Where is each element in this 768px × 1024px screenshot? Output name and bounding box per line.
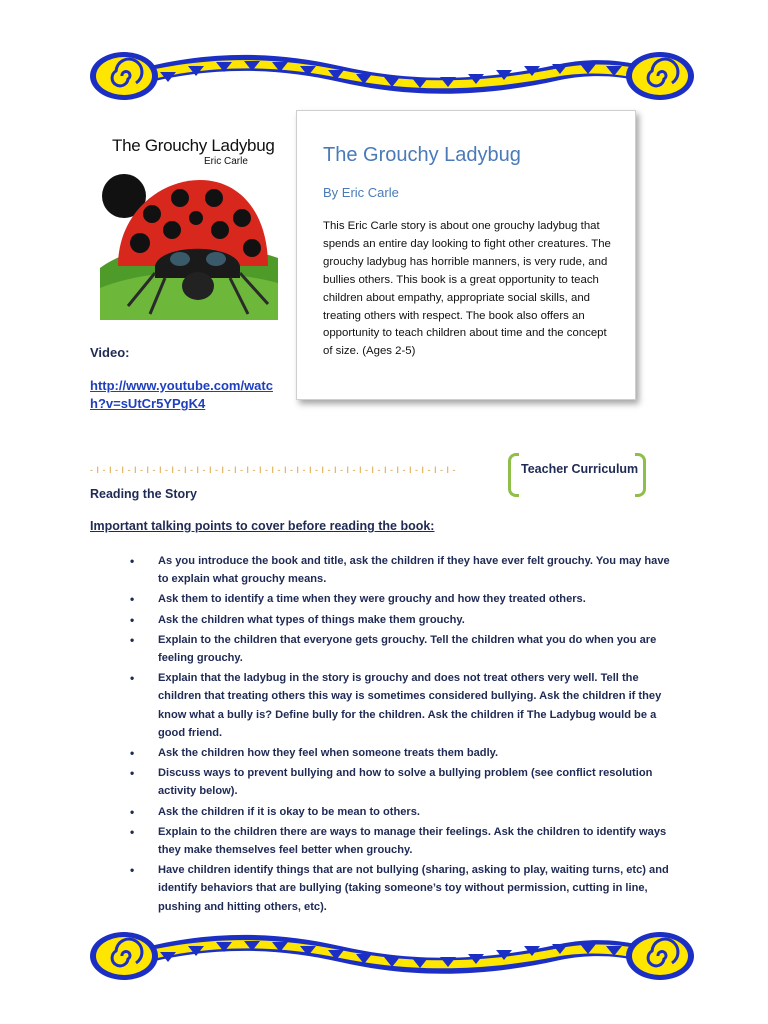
bullet-icon: •: [130, 824, 135, 839]
decorative-border-bottom: [0, 916, 768, 992]
video-link[interactable]: http://www.youtube.com/watch?v=sUtCr5YPgK4: [90, 378, 273, 411]
list-item-text: As you introduce the book and title, ask the children if they have ever felt grouchy. You may have to explain what grouchy means.: [158, 555, 670, 586]
info-byline: By Eric Carle: [323, 185, 399, 200]
list-item-text: Ask the children if it is okay to be mean to others.: [158, 805, 420, 818]
teacher-curriculum-label: Teacher Curriculum: [521, 462, 639, 476]
list-item: [130, 590, 670, 608]
info-description: This Eric Carle story is about one grouchy ladybug that spends an entire day looking to fight other creatures. The grouchy ladybug has horrible manners, is very rude, and bullies others. This book is a great opportunity to teach children about empathy, appropriate social skills, and treating others with respect. The book also offers an opportunity to teach children about time and the concept of size. (Ages 2-5): [323, 220, 611, 358]
list-item-text: Explain to the children there are ways to manage their feelings. Ask the children to identify ways they make themselves feel better when grouchy.: [158, 825, 667, 857]
list-item: [130, 611, 670, 629]
list-item-text: Ask them to identify a time when they were grouchy and how they treated others.: [158, 593, 586, 606]
list-item-text: Ask the children what types of things make them grouchy.: [158, 613, 465, 626]
book-info-box: [296, 110, 636, 400]
info-title: The Grouchy Ladybug: [323, 144, 521, 166]
list-item: [130, 552, 670, 588]
list-item-text: Explain that the ladybug in the story is grouchy and does not treat others very well. Tell the children that treating others this way is sometimes considered bullying. Ask the children if they know what a bully is? Define bully for the children. Ask the children if The Ladybug would be a good friend.: [158, 672, 662, 739]
bullet-icon: •: [130, 766, 135, 781]
video-label: Video:: [90, 345, 130, 360]
book-cover-image: [100, 118, 278, 320]
list-item: [130, 861, 670, 916]
right-bracket-shape: [635, 453, 646, 497]
list-item: [130, 803, 670, 821]
list-item-text: Explain to the children that everyone gets grouchy. Tell the children what you do when you are feeling grouchy.: [158, 633, 657, 665]
list-item-text: Have children identify things that are not bullying (sharing, asking to play, waiting turns, etc) and identify behaviors that are bullying (taking someone’s toy without permission, cutting in line, pushing and hitting others, etc).: [158, 864, 669, 913]
bullet-icon: •: [130, 671, 135, 686]
cover-author: Eric Carle: [204, 156, 248, 167]
bullet-icon: •: [130, 554, 135, 568]
section-heading: Reading the Story: [90, 487, 197, 501]
bullet-icon: •: [130, 612, 135, 627]
list-item: [130, 631, 670, 667]
list-item: [130, 744, 670, 762]
wavy-border-graphic: [0, 916, 768, 992]
list-item: [130, 823, 670, 859]
list-item: [130, 669, 670, 742]
bullet-icon: •: [130, 804, 135, 819]
wavy-border-graphic: [0, 36, 768, 112]
left-bracket-shape: [508, 453, 519, 497]
talking-points-list: [130, 552, 670, 918]
bullet-icon: •: [130, 632, 135, 647]
cover-title: The Grouchy Ladybug: [112, 136, 275, 155]
bullet-icon: •: [130, 746, 135, 761]
teacher-curriculum-tag: [508, 453, 646, 493]
decorative-border-top: [0, 36, 768, 112]
list-item-text: Discuss ways to prevent bullying and how to solve a bullying problem (see conflict resolution activity below).: [158, 767, 653, 798]
list-item-text: Ask the children how they feel when someone treats them badly.: [158, 747, 499, 760]
list-item: [130, 764, 670, 800]
bullet-icon: •: [130, 863, 135, 878]
dashed-divider: - I - I - I - I - I - I - I - I - I - I - I - I - I - I - I - I - I - I - I - I - I - I - I - I - I - I - I - I - I -: [90, 466, 456, 474]
section-subheading: Important talking points to cover before reading the book:: [90, 519, 435, 533]
bullet-icon: •: [130, 592, 135, 607]
